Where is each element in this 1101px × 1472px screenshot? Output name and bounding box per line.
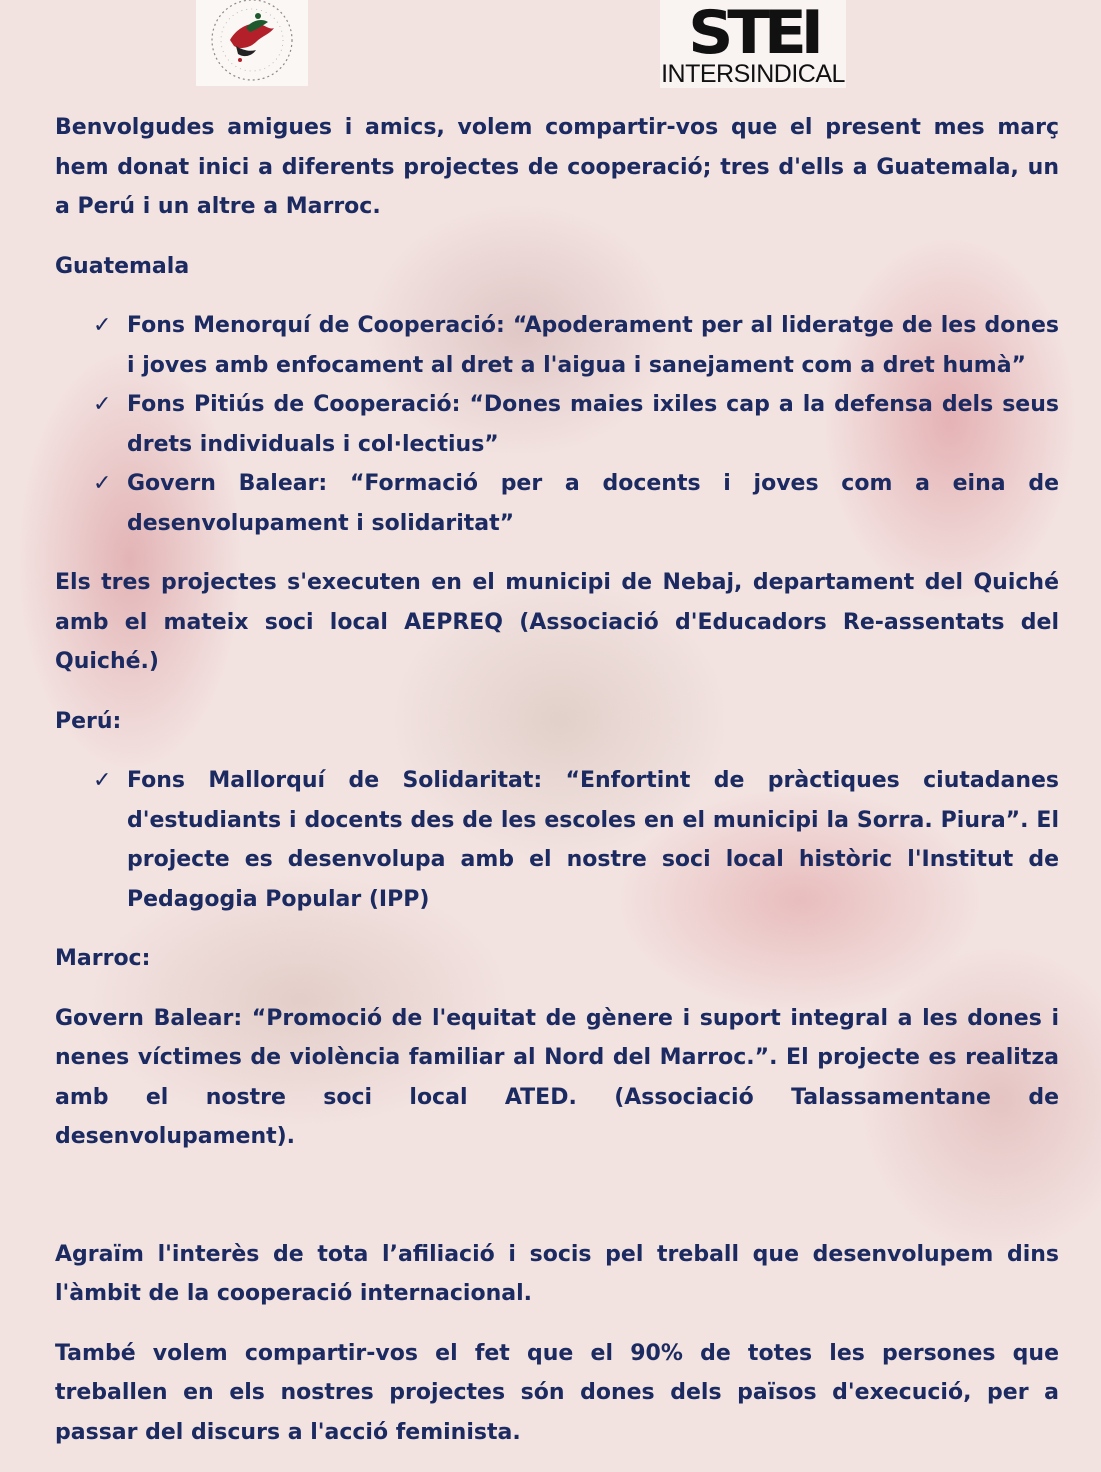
solidaritat-logo-graphic (196, 0, 308, 86)
thanks-paragraph: Agraïm l'interès de tota l’afiliació i socis pel treball que desenvolupem dins l'àmbit de la cooperació internacional. (55, 1241, 1059, 1306)
peru-project-list (55, 761, 1059, 919)
guatemala-project-list (55, 306, 1059, 543)
intro-paragraph: Benvolgudes amigues i amics, volem compartir-vos que el present mes març hem donat inici a diferents projectes de cooperació; tres d'ells a Guatemala, un a Perú i un altre a Marroc. (55, 115, 1059, 219)
check-icon: ✓ (93, 768, 112, 793)
check-icon: ✓ (93, 313, 112, 338)
closing-paragraph: També volem compartir-vos el fet que el 90% de totes les persones que treballen en els nostres projectes són dones dels països d'execució, per a passar del discurs a l'acció feminista. (55, 1340, 1059, 1445)
letter-body (55, 108, 1059, 1472)
list-item (55, 306, 1059, 385)
solidaritat-logo (196, 0, 308, 86)
guatemala-note: Els tres projectes s'executen en el municipi de Nebaj, departament del Quiché amb el mateix soci local AEPREQ (Associació d'Educadors Re-assentats del Quiché.) (55, 570, 1059, 674)
list-item (55, 464, 1059, 543)
project-text: Govern Balear: “Formació per a docents i joves com a eina de desenvolupament i solidaritat” (127, 471, 1059, 536)
stei-logo-subtitle: INTERSINDICAL (661, 60, 845, 88)
marroc-heading: Marroc: (55, 946, 151, 971)
peru-heading: Perú: (55, 708, 122, 734)
spacer (55, 1177, 1059, 1235)
project-text: Fons Mallorquí de Solidaritat: “Enfortint de pràctiques ciutadanes d'estudiants i docents des de les escoles en el municipi la Sorra. Piura”. El projecte es desenvolupa amb el nostre soci local històric l'Institut de Pedagogia Popular (IPP) (127, 768, 1059, 912)
list-item (55, 761, 1059, 919)
marroc-paragraph: Govern Balear: “Promoció de l'equitat de gènere i suport integral a les dones i nenes víctimes de violència familiar al Nord del Marroc.”. El projecte es realitza amb el nostre soci local ATED. (Associació Talassamentane de desenvolupament). (55, 1005, 1059, 1149)
project-text: Fons Menorquí de Cooperació: “Apoderament per al lideratge de les dones i joves amb enfocament al dret a l'aigua i sanejament com a dret humà” (127, 313, 1059, 378)
check-icon: ✓ (93, 471, 112, 496)
stei-intersindical-logo (660, 0, 846, 88)
list-item (55, 385, 1059, 464)
project-text: Fons Pitiús de Cooperació: “Dones maies ixiles cap a la defensa dels seus drets individuals i col·lectius” (127, 392, 1059, 457)
check-icon: ✓ (93, 392, 112, 417)
guatemala-heading: Guatemala (55, 253, 190, 279)
stei-logo-mark: STEI (688, 8, 818, 58)
